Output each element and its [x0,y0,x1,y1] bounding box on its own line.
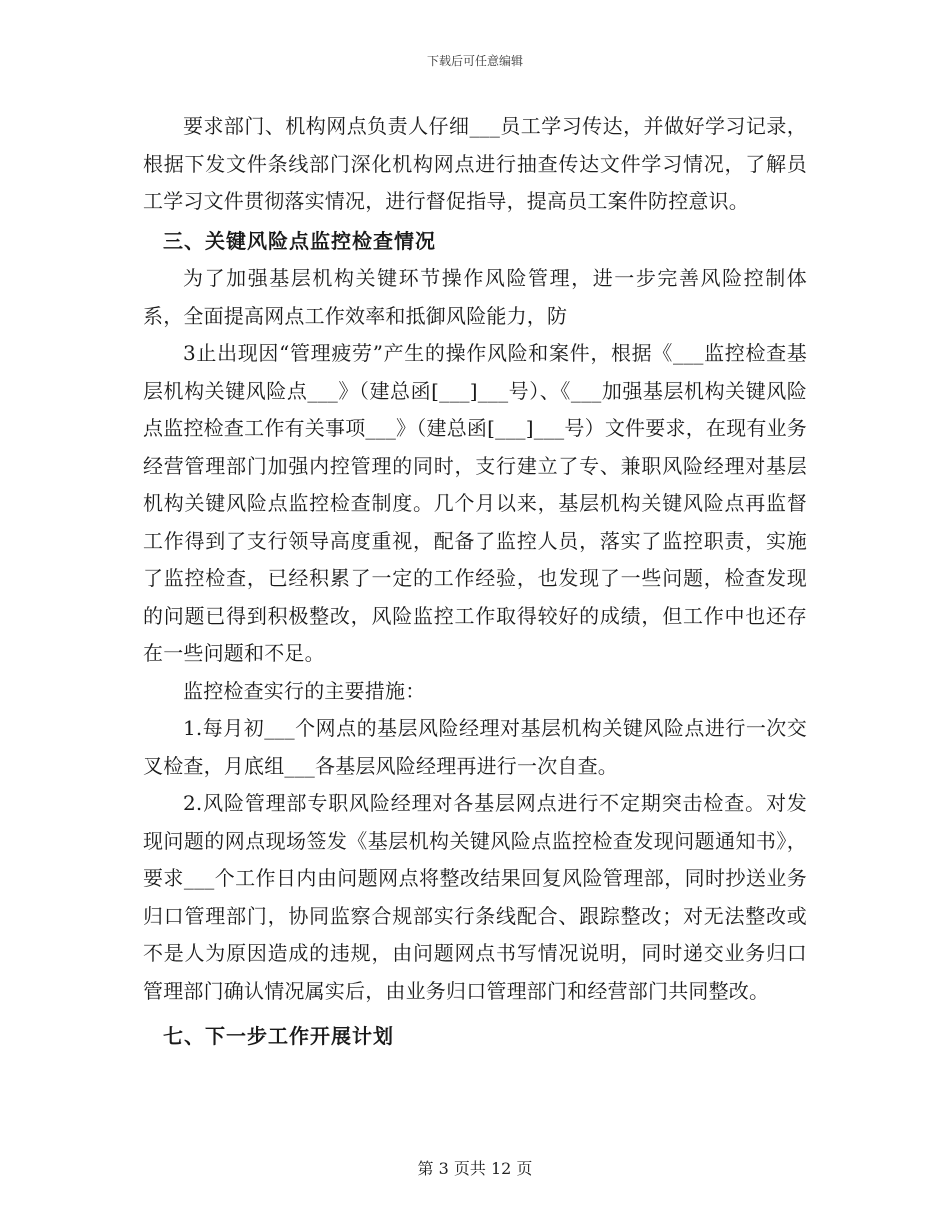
paragraph-main: 3止出现因“管理疲劳”产生的操作风险和案件，根据《___监控检查基层机构关键风险点___》（建总函[___]___号）、《___加强基层机构关键风险点监控检查工作有关事项___》（建总函[___]___号）文件要求，在现有业务经营管理部门加强内控管理的同时，支行建立了专、兼职风险经理对基层机构关键风险点监控检查制度。几个月以来，基层机构关键风险点再监督工作得到了支行领导高度重视，配备了监控人员，落实了监控职责，实施了监控检查，已经积累了一定的工作经验，也发现了一些问题，检查发现的问题已得到积极整改，风险监控工作取得较好的成绩，但工作中也还存在一些问题和不足。 [143,341,807,665]
section-heading-3: 三、关键风险点监控检查情况 [163,228,436,253]
page-footer: 第 3 页共 12 页 [417,1159,533,1178]
section-heading-7: 七、下一步工作开展计划 [163,1024,394,1048]
paragraph-continued: 要求部门、机构网点负责人仔细___员工学习传达，并做好学习记录，根据下发文件条线部门深化机构网点进行抽查传达文件学习情况，了解员工学习文件贯彻落实情况，进行督促指导，提高员工案件防控意识。 [143,114,807,213]
paragraph-intro: 为了加强基层机构关键环节操作风险管理，进一步完善风险控制体系，全面提高网点工作效率和抵御风险能力，防 [143,266,807,328]
paragraph-measure-2: 2.风险管理部专职风险经理对各基层网点进行不定期突击检查。对发现问题的网点现场签发《基层机构关键风险点监控检查发现问题通知书》，要求___个工作日内由问题网点将整改结果回复风险管理部，同时抄送业务归口管理部门，协同监察合规部实行条线配合、跟踪整改；对无法整改或不是人为原因造成的违规，由问题网点书写情况说明，同时递交业务归口管理部门确认情况属实后，由业务归口管理部门和经营部门共同整改。 [143,791,807,1003]
paragraph-measure-1: 1.每月初___个网点的基层风险经理对基层机构关键风险点进行一次交叉检查，月底组___各基层风险经理再进行一次自查。 [143,716,807,778]
page-header: 下载后可任意编辑 [426,54,523,68]
paragraph-measures-title: 监控检查实行的主要措施： [183,678,426,703]
document-body [143,108,807,1056]
